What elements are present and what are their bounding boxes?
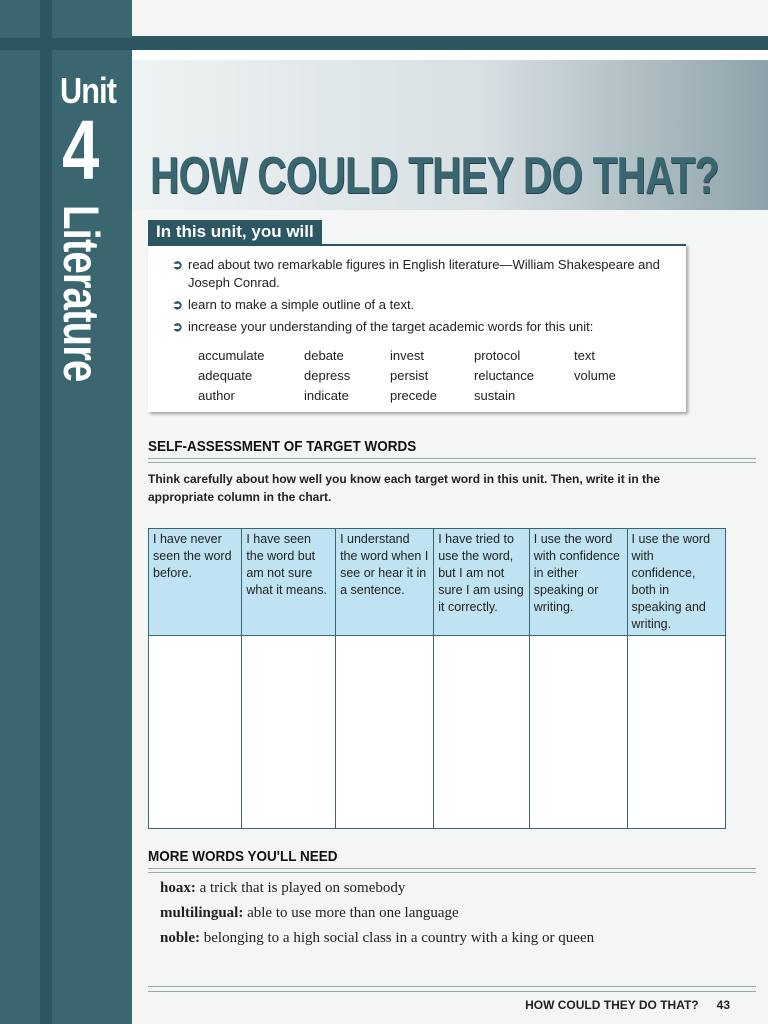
target-word: invest [390,348,424,363]
sidebar-band [0,38,132,50]
page-title: HOW COULD THEY DO THAT? [150,147,719,205]
chart-answer-cell[interactable] [434,636,530,829]
unit-goals-box [148,244,686,412]
definition-term: noble: [160,930,201,946]
chart-answer-cell[interactable] [149,636,242,829]
chart-answer-cell[interactable] [242,636,336,829]
target-word: accumulate [198,348,265,363]
target-word: depress [304,368,351,383]
chart-header-row [149,529,726,636]
sidebar-stripe [40,0,52,1024]
definition-item [160,876,594,901]
goal-item: ➲ read about two remarkable figures in English literature—William Shakespeare and Joseph Conrad. [172,257,660,290]
unit-label: Unit [60,70,117,111]
target-word: text [574,348,595,363]
chart-header-cell: I understand the word when I see or hear it in a sentence. [336,529,434,636]
definition-item [160,901,594,926]
chart-header-cell: I have seen the word but am not sure what it means. [242,529,336,636]
more-words-heading: MORE WORDS YOU'LL NEED [148,848,338,865]
unit-number: 4 [62,103,100,197]
definition-term: multilingual: [160,905,244,921]
chart-answer-row [149,636,726,829]
definition-text: able to use more than one language [243,905,459,921]
goal-item: ➲ increase your understanding of the target academic words for this unit: [172,319,594,334]
target-word: debate [304,348,344,363]
definition-text: a trick that is played on somebody [195,880,406,896]
unit-title-text: Literature [53,205,109,382]
target-word: adequate [198,368,253,383]
definition-item [160,926,594,951]
section-rule [148,458,756,463]
target-word: indicate [304,388,349,403]
chart-header-cell: I use the word with confidence in either speaking or writing. [529,529,627,636]
arrow-bullet-icon: ➲ [172,257,183,272]
self-assessment-chart [148,528,726,829]
target-word: persist [390,368,429,383]
page-number: 43 [716,998,730,1012]
self-assessment-heading: SELF-ASSESSMENT OF TARGET WORDS [148,438,417,455]
arrow-bullet-icon: ➲ [172,319,183,334]
header-bar-light [132,50,768,60]
chart-answer-cell[interactable] [529,636,627,829]
target-word: precede [390,388,437,403]
target-word: protocol [474,348,521,363]
footer-title: HOW COULD THEY DO THAT? [525,998,699,1012]
definition-term: hoax: [160,880,196,896]
chart-answer-cell[interactable] [627,636,725,829]
self-assessment-instructions: Think carefully about how well you know each target word in this unit. Then, write it in the appropriate column in the chart. [148,472,661,504]
chart-header-cell: I have never seen the word before. [149,529,242,636]
target-word: reluctance [474,368,534,383]
arrow-bullet-icon: ➲ [172,297,183,312]
unit-goals-label: In this unit, you will [148,220,322,244]
chart-header-cell: I use the word with confidence, both in speaking and writing. [627,529,725,636]
section-rule [148,868,756,873]
unit-sidebar [0,0,132,1024]
target-word: volume [574,368,616,383]
target-word: sustain [474,388,516,403]
definitions-list [160,876,594,951]
chart-header-cell: I have tried to use the word, but I am not sure I am using it correctly. [434,529,530,636]
page-footer [525,998,730,1012]
chart-answer-cell[interactable] [336,636,434,829]
header-bar [132,36,768,50]
target-word: author [198,388,235,403]
goals-list [148,246,686,336]
unit-title [53,205,109,455]
goal-item: ➲ learn to make a simple outline of a text. [172,297,415,312]
definition-text: belonging to a high social class in a country with a king or queen [200,930,595,946]
footer-rule [148,986,756,992]
